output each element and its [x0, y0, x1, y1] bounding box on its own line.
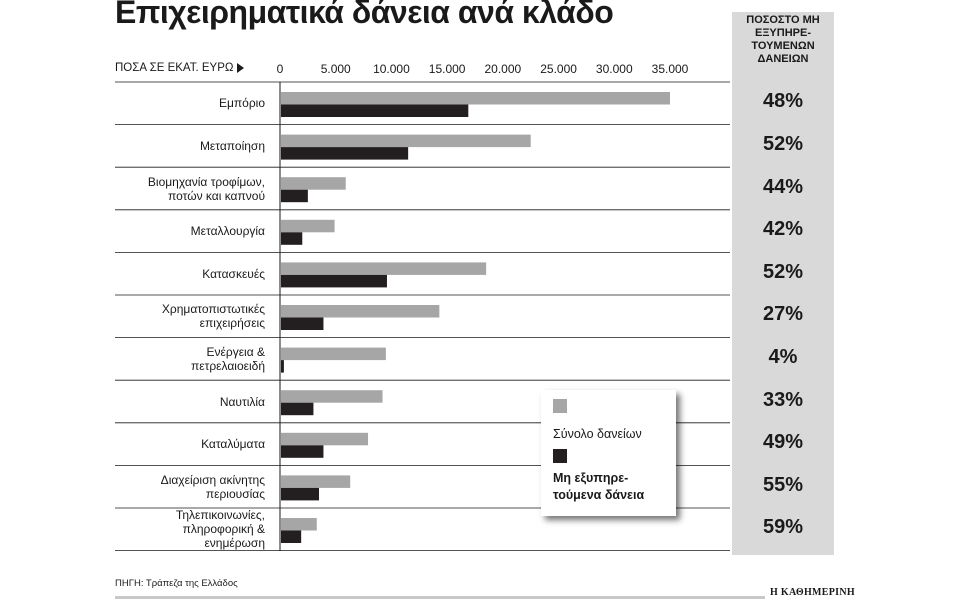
units-text: ΠΟΣΑ ΣΕ ΕΚΑΤ. ΕΥΡΩ — [115, 62, 234, 74]
bar-total — [281, 220, 335, 233]
bar-total — [281, 390, 383, 403]
bar-npl — [281, 445, 323, 458]
x-tick-label: 15.000 — [428, 62, 466, 76]
legend-swatch-total — [553, 399, 567, 413]
bar-total — [281, 262, 486, 275]
category-label: Διαχείριση ακίνητης περιουσίας — [160, 472, 265, 501]
percentage-header: ΠΟΣΟΣΤΟ ΜΗ ΕΞΥΠΗΡΕ- ΤΟΥΜΕΝΩΝ ΔΑΝΕΙΩΝ — [746, 14, 820, 65]
bar-npl — [281, 403, 313, 416]
bar-npl — [281, 232, 302, 245]
npl-percent: 4% — [768, 345, 798, 368]
footer-divider — [115, 596, 765, 599]
bar-total — [281, 518, 317, 531]
source-note: ΠΗΓΗ: Τράπεζα της Ελλάδος — [115, 578, 238, 589]
x-tick-label: 30.000 — [595, 62, 633, 76]
bar-npl — [281, 105, 468, 118]
x-tick-label: 5.000 — [320, 62, 351, 76]
bar-total — [281, 433, 368, 446]
npl-percent: 42% — [762, 218, 804, 241]
npl-percent: 59% — [762, 516, 804, 539]
category-label: Ναυτιλία — [219, 394, 265, 409]
legend — [541, 390, 676, 516]
legend-label-npl: Μη εξυπηρε- τούμενα δάνεια — [553, 471, 645, 502]
publisher-logo: Η ΚΑΘΗΜΕΡΙΝΗ — [770, 587, 855, 598]
category-label: Τηλεπικοινωνίες, πληροφορική & ενημέρωση — [175, 508, 265, 551]
legend-swatch-npl — [553, 449, 567, 463]
npl-percent: 55% — [762, 473, 804, 496]
x-tick-label: 20.000 — [484, 62, 522, 76]
category-label: Μεταλλουργία — [190, 224, 265, 239]
x-tick-label: 25.000 — [540, 62, 577, 76]
category-label: Βιομηχανία τροφίμων, ποτών και καπνού — [147, 174, 265, 203]
bar-total — [281, 135, 531, 148]
npl-percent: 52% — [762, 260, 804, 283]
bar-total — [281, 475, 350, 488]
category-label: Μεταποίηση — [199, 138, 265, 153]
npl-percent: 44% — [762, 175, 804, 198]
legend-label-total: Σύνολο δανείων — [553, 427, 642, 441]
x-tick-label: 35.000 — [651, 62, 689, 76]
bar-npl — [281, 275, 387, 288]
bar-npl — [281, 360, 284, 373]
bar-total — [281, 348, 386, 361]
category-label: Καταλύματα — [201, 437, 265, 452]
chart-title: Επιχειρηματικά δάνεια ανά κλάδο — [115, 0, 614, 30]
bar-total — [281, 92, 670, 105]
category-label: Εμπόριο — [218, 96, 265, 111]
bar-npl — [281, 318, 323, 331]
bar-npl — [281, 147, 408, 160]
npl-percent: 49% — [762, 431, 804, 454]
x-tick-label: 10.000 — [373, 62, 410, 76]
bar-total — [281, 177, 346, 190]
bar-npl — [281, 190, 308, 203]
category-label: Χρηματοπιστωτικές επιχειρήσεις — [161, 302, 265, 331]
bar-total — [281, 305, 439, 318]
npl-percent: 33% — [762, 388, 804, 411]
bar-npl — [281, 488, 319, 501]
category-label: Κατασκευές — [202, 266, 265, 281]
x-tick-label: 0 — [276, 62, 284, 76]
npl-percent: 48% — [762, 90, 804, 113]
bar-npl — [281, 531, 301, 544]
npl-percent: 27% — [762, 303, 804, 326]
category-label: Ενέργεια & πετρελαιοειδή — [190, 344, 265, 373]
npl-percent: 52% — [762, 132, 804, 155]
